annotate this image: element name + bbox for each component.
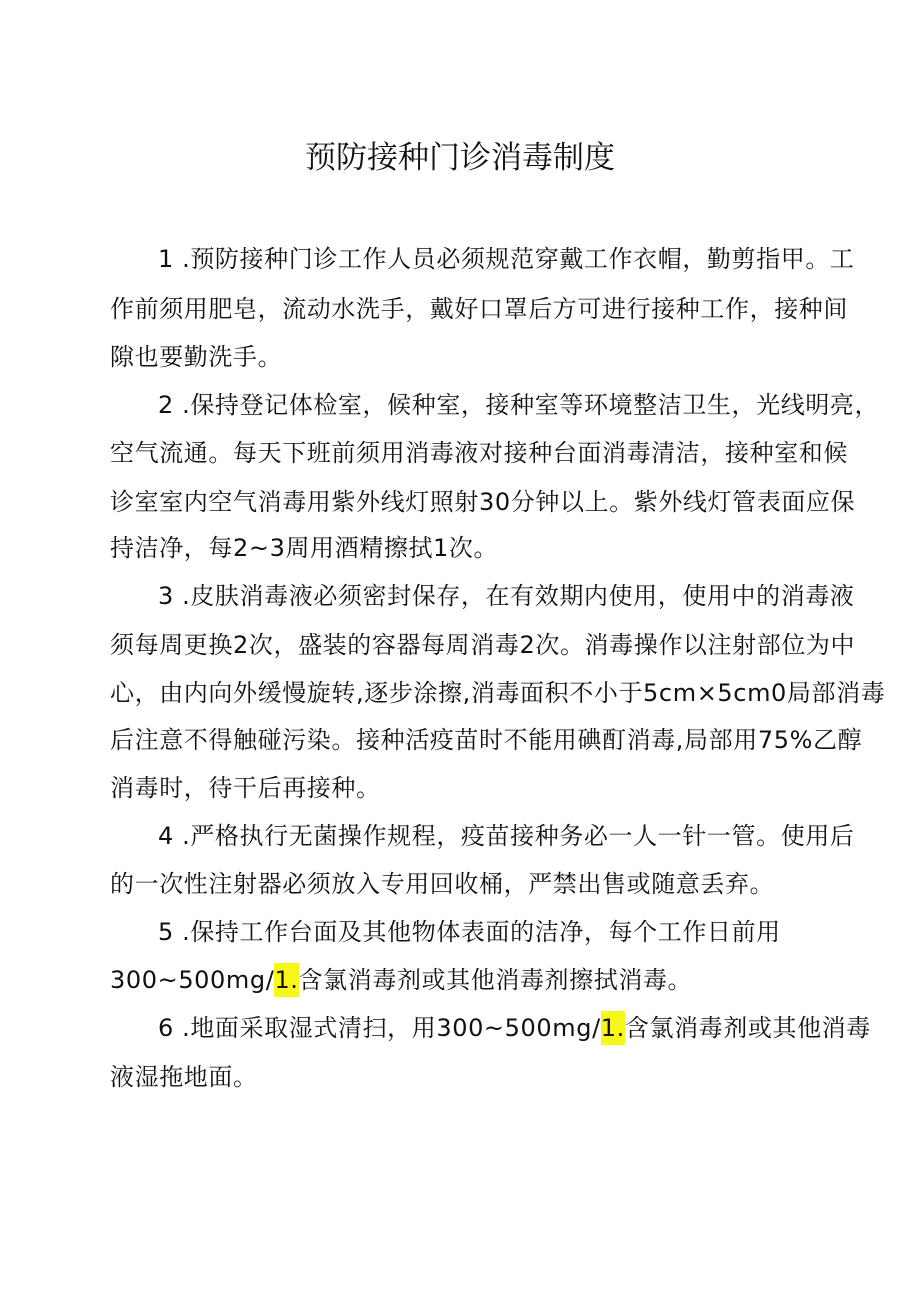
text-line: 2 .保持登记体检室，候种室，接种室等环境整洁卫生，光线明亮， [158,391,880,419]
text-line: 心，由内向外缓慢旋转,逐步涂擦,消毒面积不小于5cm×5cm0局部消毒 [110,679,886,707]
text-line: 空气流通。每天下班前须用消毒液对接种台面消毒清洁，接种室和候 [110,439,848,467]
text-line: 诊室室内空气消毒用紫外线灯照射30分钟以上。紫外线灯管表面应保 [110,488,856,516]
text-line: 作前须用肥皂，流动水洗手，戴好口罩后方可进行接种工作，接种间 [110,295,848,323]
text-line: 后注意不得触碰污染。接种活疫苗时不能用碘酊消毒,局部用75%乙醇 [110,726,863,754]
text-line: 5 .保持工作台面及其他物体表面的洁净，每个工作日前用 [158,918,781,946]
text-segment: 6 .地面采取湿式清扫，用300~500mg/ [158,1014,601,1042]
text-line: 隙也要勤洗手。 [110,343,283,371]
text-line: 1 .预防接种门诊工作人员必须规范穿戴工作衣帽，勤剪指甲。工 [158,245,855,273]
text-line [110,963,692,997]
highlighted-text: 1. [274,963,298,997]
text-line [158,1011,871,1045]
highlighted-text: 1. [601,1011,625,1045]
text-line: 须每周更换2次，盛装的容器每周消毒2次。消毒操作以注射部位为中 [110,631,856,659]
page-title: 预防接种门诊消毒制度 [305,140,615,176]
text-line: 4 .严格执行无菌操作规程，疫苗接种务必一人一针一管。使用后 [158,822,855,850]
text-line: 的一次性注射器必须放入专用回收桶，严禁出售或随意丢弃。 [110,870,775,898]
text-segment: 含氯消毒剂或其他消毒剂擦拭消毒。 [298,966,693,994]
text-segment: 含氯消毒剂或其他消毒 [624,1014,871,1042]
text-line: 持洁净，每2~3周用酒精擦拭1次。 [110,534,499,562]
text-segment: 300~500mg/ [110,966,275,994]
text-line: 消毒时，待干后再接种。 [110,774,381,802]
text-line: 3 .皮肤消毒液必须密封保存，在有效期内使用，使用中的消毒液 [158,582,855,610]
text-line: 液湿拖地面。 [110,1063,258,1091]
